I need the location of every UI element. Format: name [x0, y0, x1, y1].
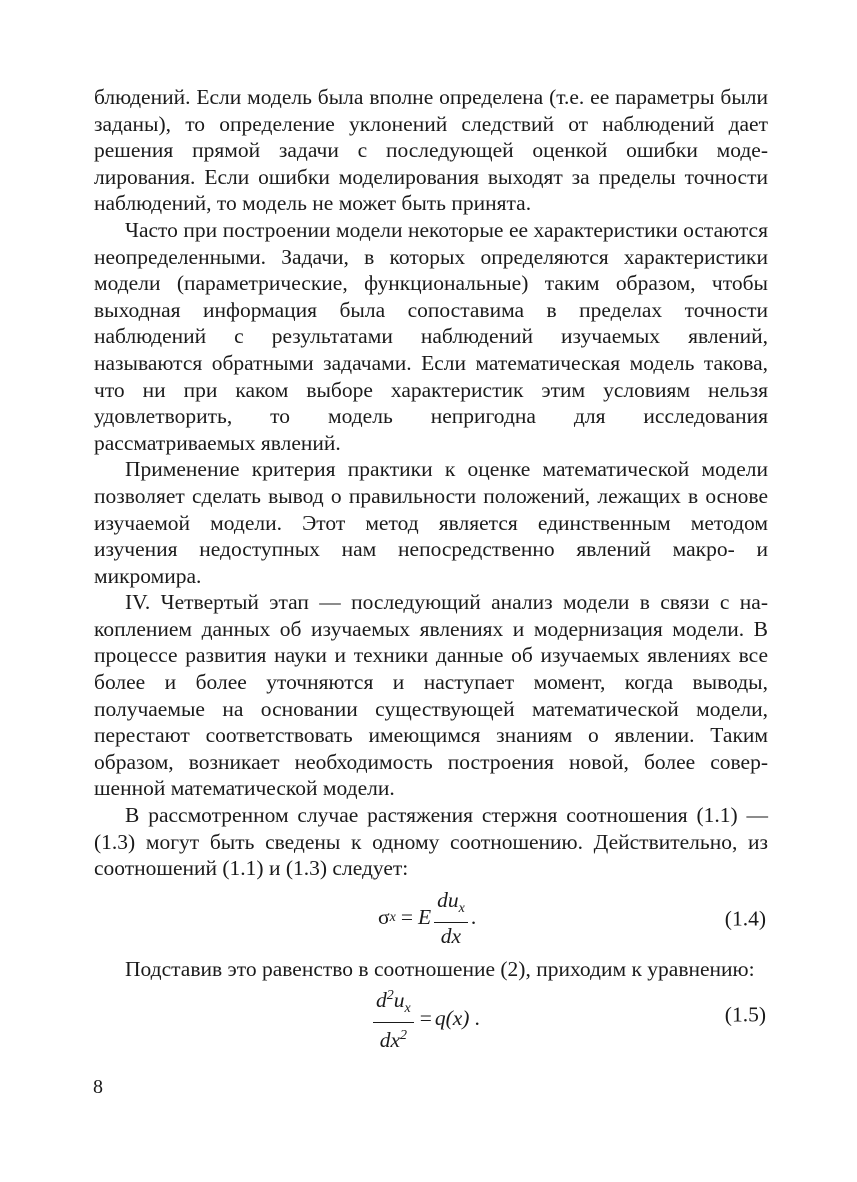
- paragraph-5: В рассмотренном случае растяжения стержня соотношения (1.1) — (1.3) могут быть сведены к одному соотношению. Действительно, из соотношений (1.1) и (1.3) следует:: [94, 803, 768, 881]
- paragraph-2: Часто при построении модели некоторые ее характеристики остаются неопределенными. Задачи, в которых определяются характеристики модели (параметрические, функциональные) таким образом, чтобы выходная информация была сопоставима в пределах точности наблюдений с результатами наблюдений изучаемых явлений, называются обратными задачами. Если математическая модель такова, что ни при каком выборе характеристик этим условиям нельзя удовлетворить, то модель непригодна для исследования рассматриваемых явлений.: [94, 217, 768, 455]
- equals-sign: =: [419, 1005, 432, 1030]
- second-derivative-fraction: [373, 984, 414, 1052]
- equation-1-5: [94, 982, 768, 1053]
- equals-sign: =: [400, 905, 413, 930]
- numerator-superscript: 2: [386, 988, 394, 1004]
- equation-1-4-body: [378, 888, 476, 948]
- equation-1-4: [94, 884, 768, 954]
- denominator-dx: dx: [379, 1028, 400, 1053]
- equation-number-1-4: (1.4): [724, 906, 766, 931]
- paragraph-4: IV. Четвертый этап — последующий анализ модели в связи с накоплением данных об изучаемых явлениях и модернизация модели. В процессе развития науки и техники данные об изучаемых явлениях все более и более уточняются и наступает момент, когда выводы, получаемые на основании существующей математической модели, перестают соответствовать имеющимся знаниям о явлении. Таким образом, возникает необходимость построения новой, более совершенной математической модели.: [94, 590, 768, 801]
- numerator-d: d: [376, 988, 387, 1013]
- equation-period: .: [470, 905, 477, 930]
- derivative-fraction: [434, 888, 468, 948]
- fraction-denominator: [377, 1023, 410, 1052]
- paragraph-6: Подставив это равенство в соотношение (2), приходим к уравнению:: [125, 956, 755, 981]
- rhs-q-of-x: q(x): [434, 1005, 470, 1030]
- page-number: 8: [93, 1076, 103, 1098]
- equation-period: .: [474, 1005, 480, 1030]
- equation-number-1-5: (1.5): [724, 1002, 766, 1027]
- fraction-denominator: dx: [440, 923, 462, 948]
- fraction-numerator: [434, 888, 468, 923]
- paragraph-1: блюдений. Если модель была вполне определена (т.е. ее параметры были заданы), то определение уклонений следствий от наблюдений дает решения прямой задачи с последующей оценкой ошибки моделирования. Если ошибки моделирования выходят за пределы точности наблюдений, то модель не может быть принята.: [94, 85, 768, 216]
- denominator-superscript: 2: [400, 1028, 407, 1044]
- coefficient-e: E: [417, 905, 432, 930]
- equation-1-5-body: [370, 984, 480, 1052]
- page-content: [94, 84, 768, 1053]
- numerator-subscript: x: [404, 1001, 411, 1017]
- fraction-numerator: [373, 984, 414, 1023]
- sigma-subscript: x: [389, 909, 396, 925]
- sigma-symbol: σ: [378, 905, 390, 930]
- numerator-du: du: [437, 887, 459, 912]
- numerator-subscript: x: [458, 900, 465, 916]
- paragraph-3: Применение критерия практики к оценке математической модели позволяет сделать вывод о правильности положений, лежащих в основе изучаемой модели. Этот метод является единственным методом изучения недоступных нам непосредственно явлений макро- и микромира.: [94, 457, 768, 588]
- numerator-u: u: [393, 988, 405, 1013]
